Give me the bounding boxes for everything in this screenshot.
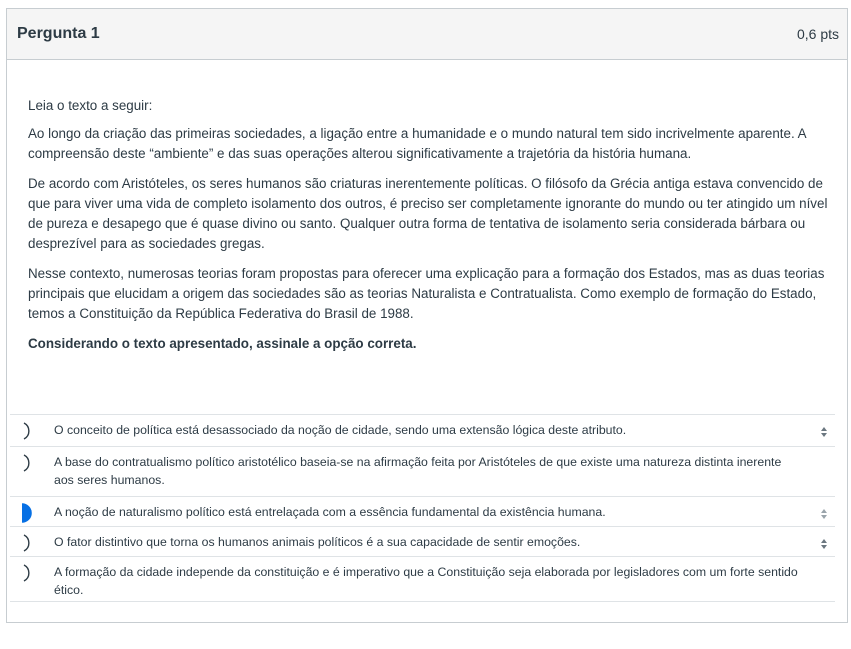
question-prompt: Considerando o texto apresentado, assinale a opção correta.: [28, 336, 417, 351]
radio-button-unselected[interactable]: [18, 419, 42, 443]
question-text: [7, 60, 847, 354]
answer-option-3[interactable]: [10, 496, 835, 526]
paragraph: De acordo com Aristóteles, os seres humanos são criaturas inerentemente políticas. O filósofo da Grécia antiga estava convencido de que para viver uma vida de completo isolamento dos outros, é preciso ser completamente ignorante do mundo ou ter atingido um nível de pureza e desapego que é quase divino ou santo. Qualquer outra forma de tentativa de isolamento seria considerada bárbara ou desprezível para as sociedades gregas.: [28, 176, 828, 251]
answer-text: O conceito de política está desassociado da noção de cidade, sendo uma extensão lógica deste atributo.: [54, 423, 627, 437]
answer-text: O fator distintivo que torna os humanos animais políticos é a sua capacidade de sentir emoções.: [54, 535, 581, 549]
radio-button-unselected[interactable]: [18, 531, 42, 555]
answer-list: [10, 414, 835, 602]
answer-option-1[interactable]: [10, 414, 835, 446]
intro-text: Leia o texto a seguir:: [28, 98, 153, 113]
answer-option-4[interactable]: [10, 526, 835, 556]
question-title: Pergunta 1: [17, 25, 100, 42]
answer-scroll-icon[interactable]: [819, 425, 829, 439]
answer-option-5[interactable]: [10, 556, 835, 602]
radio-button-unselected[interactable]: [18, 451, 42, 475]
question-points: 0,6 pts: [796, 26, 839, 42]
radio-button-unselected[interactable]: [18, 561, 42, 585]
answer-option-2[interactable]: [10, 446, 835, 496]
question-header: [7, 9, 847, 60]
radio-button-selected[interactable]: [18, 501, 42, 525]
paragraph: Ao longo da criação das primeiras sociedades, a ligação entre a humanidade e o mundo natural tem sido incrivelmente aparente. A compreensão deste “ambiente” e das suas operações alterou significativamente a trajetória da história humana.: [28, 126, 806, 161]
answer-text: A base do contratualismo político aristotélico baseia-se na afirmação feita por Aristóteles de que existe uma natureza distinta inerente aos seres humanos.: [54, 455, 782, 487]
paragraph: Nesse contexto, numerosas teorias foram propostas para oferecer uma explicação para a formação dos Estados, mas as duas teorias principais que elucidam a origem das sociedades são as teorias Naturalista e Contratualista. Como exemplo de formação do Estado, temos a Constituição da República Federativa do Brasil de 1988.: [28, 266, 825, 321]
answer-text: A formação da cidade independe da constituição e é imperativo que a Constituição seja elaborada por legisladores com um forte sentido ético.: [54, 565, 798, 597]
answer-scroll-icon[interactable]: [819, 537, 829, 551]
answer-text: A noção de naturalismo político está entrelaçada com a essência fundamental da existência humana.: [54, 505, 606, 519]
answer-scroll-icon[interactable]: [819, 507, 829, 521]
